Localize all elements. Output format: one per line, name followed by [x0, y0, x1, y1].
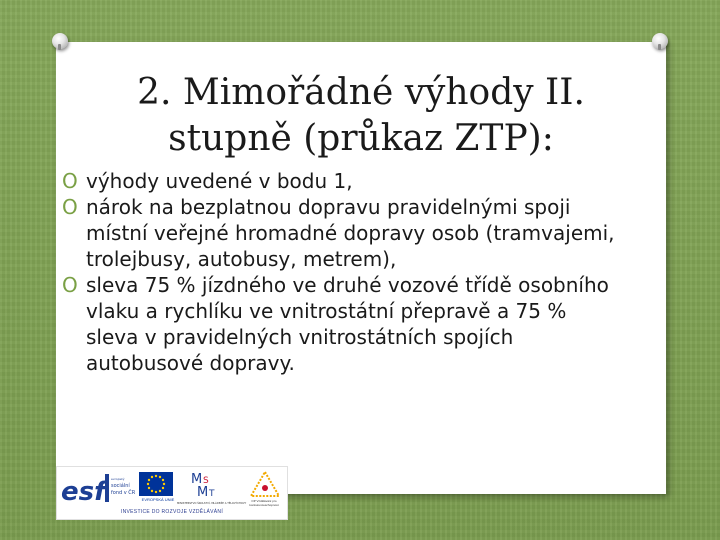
- svg-text:M: M: [191, 472, 203, 487]
- esf-logo: [61, 470, 136, 507]
- svg-text:MINISTERSTVO ŠKOLSTVÍ, MLÁDEŽE: MINISTERSTVO ŠKOLSTVÍ, MLÁDEŽE A TĚLOVÝCHOVY: [177, 502, 247, 505]
- svg-text:fond v ČR: fond v ČR: [111, 490, 136, 496]
- title-line-1: 2. Mimořádné výhody II.: [137, 72, 585, 113]
- eu-caption: EVROPSKÁ UNIE: [141, 497, 175, 502]
- title-line-2: stupně (průkaz ZTP):: [168, 118, 554, 159]
- svg-text:S: S: [203, 476, 209, 486]
- bullet-marker: O: [62, 195, 78, 219]
- svg-text:T: T: [209, 489, 215, 499]
- funding-logo-bar: [56, 466, 288, 520]
- svg-text:sociální: sociální: [111, 483, 130, 489]
- list-item: [62, 194, 622, 272]
- svg-text:esf: esf: [61, 477, 106, 507]
- msmt-logo: [177, 469, 247, 507]
- list-item: [62, 272, 622, 376]
- op-logo: [247, 470, 283, 500]
- bullet-text: výhody uvedené v bodu 1,: [86, 169, 353, 193]
- logo-footer-text: INVESTICE DO ROZVOJE VZDĚLÁVÁNÍ: [120, 509, 224, 515]
- bullet-text: sleva 75 % jízdného ve druhé vozové třídě osobního vlaku a rychlíku ve vnitrostátní přepravě a 75 % sleva v pravidelných vnitrostátních spojích autobusové dopravy.: [86, 273, 609, 375]
- bullet-list: [62, 168, 622, 376]
- bullet-marker: O: [62, 169, 78, 193]
- eu-flag-icon: [139, 472, 173, 496]
- bullet-marker: O: [62, 273, 78, 297]
- pushpin-icon: [52, 33, 68, 49]
- op-caption: OP Vzdělávání pro konkurenceschopnost: [249, 499, 279, 507]
- svg-text:evropský: evropský: [111, 477, 125, 481]
- list-item: [62, 168, 622, 194]
- pushpin-icon: [652, 33, 668, 49]
- slide-title: [56, 70, 666, 162]
- bullet-text: nárok na bezplatnou dopravu pravidelnými spoji místní veřejné hromadné dopravy osob (tramvajemi, trolejbusy, autobusy, metrem),: [86, 195, 615, 271]
- svg-text:M: M: [197, 485, 209, 500]
